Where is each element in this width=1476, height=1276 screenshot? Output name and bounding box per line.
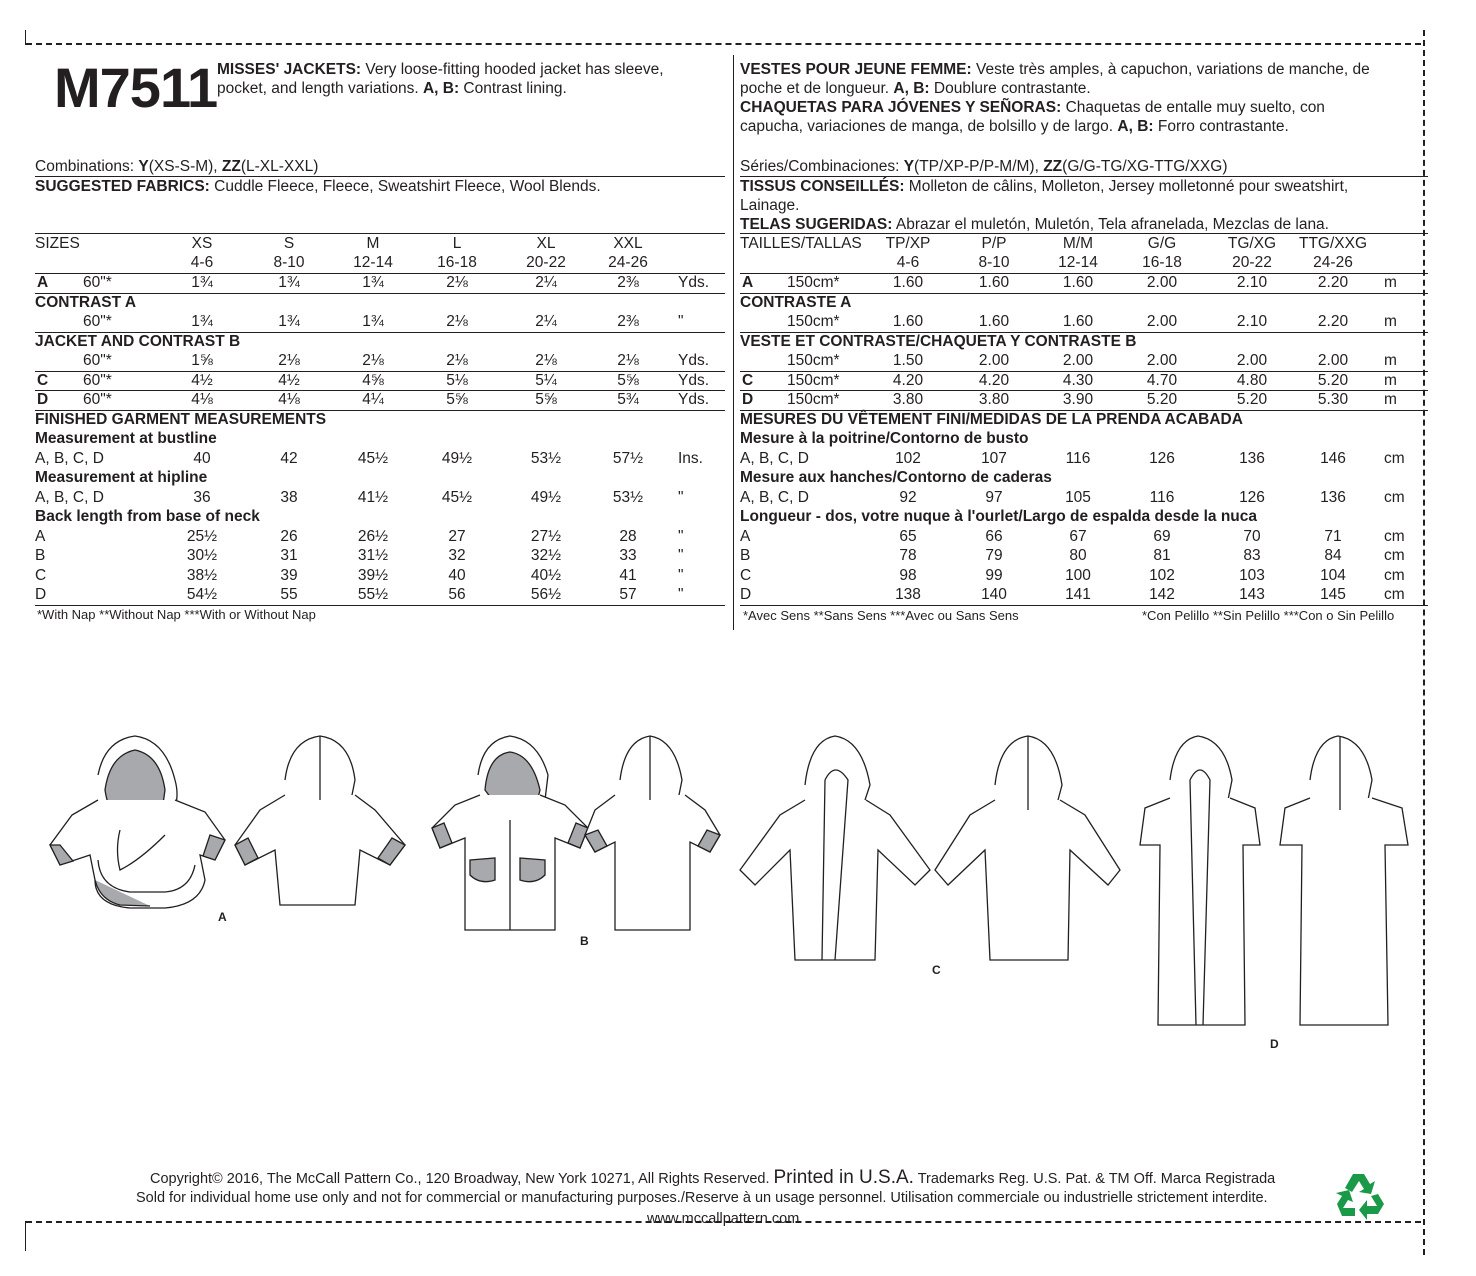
value-cell: 5¼	[535, 371, 557, 389]
value-cell: 30½	[186, 547, 218, 564]
comb-zz-fr: ZZ	[1043, 158, 1063, 175]
view-b-label: B	[580, 934, 589, 948]
sizes-label-fr: TAILLES/TALLAS	[740, 235, 862, 252]
view-letter: B	[35, 547, 46, 564]
view-letter: A	[742, 274, 754, 291]
value-cell: 2.00	[1146, 352, 1178, 369]
comb-y: Y	[138, 158, 149, 175]
value-cell: 54½	[186, 586, 218, 603]
unit: cm	[1384, 586, 1405, 603]
english-desc-line1: Very loose-fitting hooded jacket has sleeve,	[361, 61, 664, 78]
value-cell: 103	[1239, 566, 1265, 584]
spanish-desc-line2: capucha, variaciones de manga, de bolsillo y de largo.	[740, 118, 1118, 135]
value-cell: 2⅛	[446, 274, 468, 291]
value-cell: 136	[1320, 488, 1346, 506]
comb-zz: ZZ	[221, 158, 241, 175]
spanish-nap-note: *Con Pelillo **Sin Pelillo ***Con o Sin Pelillo	[1142, 608, 1395, 623]
size-code: XS	[191, 235, 213, 252]
unit: cm	[1384, 566, 1405, 584]
value-cell: 145	[1320, 586, 1346, 603]
value-cell: 138	[895, 586, 921, 603]
value-cell: 53½	[612, 488, 644, 506]
value-cell: 4½	[191, 371, 213, 389]
value-cell: 136	[1239, 449, 1265, 467]
sizes-label: SIZES	[35, 235, 80, 252]
value-cell: 25½	[186, 527, 218, 545]
unit: m	[1384, 391, 1397, 408]
value-cell: 4.20	[978, 371, 1010, 389]
comb-y-sizes: (XS-S-M),	[148, 158, 222, 175]
subsection-label: Measurement at bustline	[35, 430, 217, 447]
printed-in-usa: Printed in U.S.A.	[773, 1167, 914, 1188]
value-cell: 102	[1149, 566, 1175, 584]
value-cell: 1¾	[278, 274, 300, 291]
value-cell: 1.60	[892, 274, 924, 291]
view-a-label: A	[218, 910, 227, 924]
view-d-front-drawing	[1140, 736, 1279, 1051]
pattern-number: M7511	[54, 56, 218, 119]
value-cell: 1¾	[191, 313, 213, 330]
value-cell: 57	[619, 586, 637, 603]
comb-y-sizes-fr: (TP/XP-P/P-M/M),	[914, 158, 1044, 175]
size-number: 4-6	[190, 254, 214, 271]
value-cell: 66	[985, 527, 1003, 545]
view-letter: C	[742, 371, 754, 389]
size-code: XL	[536, 235, 556, 252]
value-cell: 2.00	[1317, 352, 1349, 369]
size-number-fr: 12-14	[1058, 254, 1098, 271]
view-a-front-drawing	[50, 736, 227, 924]
views: A, B, C, D	[35, 488, 104, 506]
size-code: S	[283, 235, 295, 252]
spanish-desc-line1: Chaquetas de entalle muy suelto, con	[1061, 99, 1325, 116]
views: A, B, C, D	[740, 449, 809, 467]
value-cell: 4⅛	[278, 391, 300, 408]
subsection-label: Back length from base of neck	[35, 508, 260, 525]
copyright-text: Copyright© 2016, The McCall Pattern Co., 120 Broadway, New York 10271, All Rights Reserved.	[150, 1171, 774, 1187]
value-cell: 1.50	[892, 352, 924, 369]
value-cell: 57½	[612, 449, 644, 467]
size-code: XXL	[613, 235, 643, 252]
unit: "	[678, 547, 684, 564]
left-edge-line-bottom	[25, 1221, 26, 1251]
tissus-list: Molleton de câlins, Molleton, Jersey molletonné pour sweatshirt,	[904, 178, 1349, 195]
value-cell: 100	[1065, 566, 1091, 584]
view-letter: D	[35, 586, 47, 603]
value-cell: 32	[448, 547, 466, 564]
fabrics-label: SUGGESTED FABRICS:	[35, 178, 210, 195]
value-cell: 4⅝	[362, 371, 384, 389]
views: A, B, C, D	[35, 449, 104, 467]
spanish-lining-text: Forro contrastante.	[1153, 118, 1289, 135]
value-cell: 1⅝	[191, 352, 213, 369]
unit: Yds.	[678, 352, 710, 369]
comb-label-fr: Séries/Combinaciones:	[740, 158, 904, 175]
view-letter: C	[37, 371, 49, 389]
value-cell: 2.00	[978, 352, 1010, 369]
size-number-fr: 24-26	[1313, 254, 1353, 271]
value-cell: 3.80	[892, 391, 924, 408]
value-cell: 1.60	[1062, 274, 1094, 291]
value-cell: 1.60	[1062, 313, 1094, 330]
french-lining-text: Doublure contrastante.	[929, 80, 1091, 97]
view-d-back-drawing	[1280, 736, 1408, 1025]
value-cell: 4.70	[1146, 371, 1178, 389]
value-cell: 39½	[357, 566, 389, 584]
fabric-width: 60"*	[83, 391, 112, 408]
unit: "	[678, 566, 684, 584]
size-number: 12-14	[353, 254, 393, 271]
value-cell: 104	[1320, 566, 1346, 584]
value-cell: 2⅛	[446, 313, 468, 330]
value-cell: 5⅝	[535, 391, 557, 408]
unit: cm	[1384, 488, 1405, 506]
value-cell: 42	[280, 449, 298, 467]
view-b-back-drawing	[585, 736, 720, 930]
value-cell: 99	[985, 566, 1003, 584]
value-cell: 38	[280, 488, 298, 506]
value-cell: 41	[619, 566, 637, 584]
view-letter: D	[742, 391, 754, 408]
size-code-fr: TTG/XXG	[1298, 235, 1368, 252]
telas-label: TELAS SUGERIDAS:	[740, 216, 893, 233]
unit: "	[678, 313, 684, 330]
value-cell: 4¼	[362, 391, 384, 408]
value-cell: 2⅛	[278, 352, 300, 369]
value-cell: 105	[1065, 488, 1091, 506]
fabric-width: 150cm*	[787, 352, 840, 369]
french-desc-line2: poche et de longueur.	[740, 80, 894, 97]
value-cell: 140	[981, 586, 1007, 603]
value-cell: 56½	[530, 586, 562, 603]
view-letter: D	[740, 586, 752, 603]
unit: Yds.	[678, 371, 710, 389]
trademark-text: Trademarks Reg. U.S. Pat. & TM Off. Marca Registrada	[913, 1171, 1276, 1187]
english-lining-text: Contrast lining.	[459, 80, 567, 97]
size-number-fr: 20-22	[1232, 254, 1272, 271]
value-cell: 1¾	[278, 313, 300, 330]
value-cell: 70	[1243, 527, 1261, 545]
size-number: 8-10	[273, 254, 305, 271]
comb-y-fr: Y	[903, 158, 915, 175]
website-url: www.mccallpattern.com	[647, 1211, 800, 1227]
value-cell: 2⅜	[617, 274, 639, 291]
value-cell: 92	[899, 488, 917, 506]
value-cell: 2¼	[535, 313, 557, 330]
value-cell: 2¼	[535, 274, 557, 291]
value-cell: 40½	[530, 566, 562, 584]
view-a-back-drawing	[235, 736, 405, 905]
value-cell: 26	[280, 527, 298, 545]
value-cell: 4.20	[892, 371, 924, 389]
size-number-fr: 4-6	[896, 254, 920, 271]
size-number: 20-22	[526, 254, 566, 271]
english-views-ab: A, B:	[422, 80, 460, 97]
french-desc-line1: Veste très amples, à capuchon, variations de manche, de	[971, 61, 1370, 78]
value-cell: 2⅛	[446, 352, 468, 369]
view-c-front-drawing	[740, 736, 941, 977]
value-cell: 5.20	[1146, 391, 1178, 408]
comb-zz-sizes-fr: (G/G-TG/XG-TTG/XXG)	[1062, 158, 1228, 175]
value-cell: 107	[981, 449, 1007, 467]
size-number: 16-18	[437, 254, 477, 271]
size-number-fr: 8-10	[978, 254, 1010, 271]
value-cell: 31½	[357, 547, 389, 564]
value-cell: 102	[895, 449, 921, 467]
value-cell: 31	[280, 547, 298, 564]
view-c-back-drawing	[935, 736, 1120, 960]
section-label: JACKET AND CONTRAST B	[35, 332, 241, 350]
spanish-title: CHAQUETAS PARA JÓVENES Y SEÑORAS:	[740, 99, 1062, 116]
value-cell: 81	[1153, 547, 1171, 564]
french-title: VESTES POUR JEUNE FEMME:	[740, 61, 972, 78]
size-code-fr: TP/XP	[885, 235, 931, 252]
value-cell: 45½	[357, 449, 389, 467]
telas-list: Abrazar el muletón, Muletón, Tela afranelada, Mezclas de lana.	[892, 216, 1329, 233]
view-d-label: D	[1270, 1037, 1279, 1051]
tissus-label: TISSUS CONSEILLÉS:	[740, 178, 905, 195]
tissus-list-line2: Lainage.	[740, 197, 800, 214]
unit: "	[678, 586, 684, 603]
value-cell: 49½	[530, 488, 562, 506]
fabric-width: 60"*	[83, 313, 112, 330]
value-cell: 84	[1324, 547, 1342, 564]
value-cell: 1.60	[978, 313, 1010, 330]
value-cell: 4⅛	[191, 391, 213, 408]
value-cell: 38½	[186, 566, 218, 584]
value-cell: 80	[1069, 547, 1087, 564]
section-label: MESURES DU VÊTEMENT FINI/MEDIDAS DE LA PRENDA ACABADA	[740, 410, 1243, 428]
value-cell: 69	[1153, 527, 1171, 545]
fabric-width: 150cm*	[787, 313, 840, 330]
value-cell: 1¾	[362, 274, 384, 291]
value-cell: 5⅝	[617, 371, 639, 389]
french-views-ab: A, B:	[893, 80, 930, 97]
value-cell: 1¾	[191, 274, 213, 291]
section-label: CONTRAST A	[35, 293, 137, 311]
unit: "	[678, 488, 684, 506]
unit: m	[1384, 313, 1397, 330]
value-cell: 141	[1065, 586, 1091, 603]
value-cell: 146	[1320, 449, 1346, 467]
unit: m	[1384, 274, 1397, 291]
value-cell: 67	[1069, 527, 1087, 545]
value-cell: 2.00	[1236, 352, 1268, 369]
fabric-width: 150cm*	[787, 371, 840, 389]
value-cell: 27	[448, 527, 466, 545]
value-cell: 2⅜	[617, 313, 639, 330]
value-cell: 5⅝	[446, 391, 468, 408]
unit: m	[1384, 371, 1397, 389]
value-cell: 4.80	[1236, 371, 1268, 389]
english-title: MISSES' JACKETS:	[217, 61, 362, 78]
view-letter: C	[35, 566, 47, 584]
value-cell: 1.60	[892, 313, 924, 330]
value-cell: 45½	[441, 488, 473, 506]
size-number: 24-26	[608, 254, 648, 271]
fabric-width: 60"*	[83, 274, 112, 291]
value-cell: 126	[1239, 488, 1265, 506]
value-cell: 2.00	[1146, 313, 1178, 330]
value-cell: 27½	[530, 527, 562, 545]
value-cell: 65	[899, 527, 917, 545]
value-cell: 2.20	[1317, 274, 1349, 291]
view-letter: A	[37, 274, 49, 291]
value-cell: 79	[985, 547, 1003, 564]
value-cell: 40	[193, 449, 211, 467]
usage-notice: Sold for individual home use only and not for commercial or manufacturing purposes./Reserve à un usage personnel. Utilisation commerciale ou industrielle strictement interdite.	[136, 1190, 1268, 1206]
value-cell: 55	[280, 586, 298, 603]
fabrics-list: Cuddle Fleece, Fleece, Sweatshirt Fleece, Wool Blends.	[209, 178, 601, 195]
value-cell: 5¾	[617, 391, 639, 408]
view-letter: D	[37, 391, 49, 408]
value-cell: 78	[899, 547, 917, 564]
view-b-front-drawing	[432, 736, 589, 948]
value-cell: 5.20	[1317, 371, 1349, 389]
value-cell: 142	[1149, 586, 1175, 603]
value-cell: 36	[193, 488, 211, 506]
value-cell: 39	[280, 566, 298, 584]
unit: "	[678, 527, 684, 545]
subsection-label: Longueur - dos, votre nuque à l'ourlet/Largo de espalda desde la nuca	[740, 508, 1257, 525]
size-code-fr: M/M	[1062, 235, 1094, 252]
english-nap-note: *With Nap **Without Nap ***With or Without Nap	[37, 607, 316, 622]
subsection-label: Mesure à la poitrine/Contorno de busto	[740, 430, 1029, 447]
unit: Ins.	[678, 449, 703, 467]
section-label: CONTRASTE A	[740, 293, 852, 311]
fabric-width: 60"*	[83, 352, 112, 369]
comb-zz-sizes: (L-XL-XXL)	[240, 158, 319, 175]
value-cell: 40	[448, 566, 466, 584]
value-cell: 41½	[357, 488, 389, 506]
value-cell: 2⅛	[362, 352, 384, 369]
value-cell: 53½	[530, 449, 562, 467]
view-letter: A	[740, 527, 751, 545]
english-desc-line2: pocket, and length variations.	[217, 80, 423, 97]
value-cell: 126	[1149, 449, 1175, 467]
unit: m	[1384, 352, 1397, 369]
copyright-line	[150, 1167, 1275, 1189]
fabric-width: 150cm*	[787, 391, 840, 408]
unit: cm	[1384, 547, 1405, 564]
unit: Yds.	[678, 274, 710, 291]
value-cell: 49½	[441, 449, 473, 467]
value-cell: 2.10	[1236, 274, 1268, 291]
section-label: FINISHED GARMENT MEASUREMENTS	[35, 410, 327, 428]
view-letter: B	[740, 547, 751, 564]
value-cell: 5⅛	[446, 371, 468, 389]
value-cell: 32½	[530, 547, 562, 564]
view-letter: C	[740, 566, 752, 584]
value-cell: 143	[1239, 586, 1265, 603]
size-code-fr: TG/XG	[1227, 235, 1277, 252]
size-code-fr: P/P	[981, 235, 1007, 252]
value-cell: 33	[619, 547, 637, 564]
value-cell: 56	[448, 586, 466, 603]
size-number-fr: 16-18	[1142, 254, 1182, 271]
unit: cm	[1384, 449, 1405, 467]
size-code-fr: G/G	[1147, 235, 1177, 252]
unit: cm	[1384, 527, 1405, 545]
recycle-icon	[1333, 1170, 1387, 1222]
fabric-width: 150cm*	[787, 274, 840, 291]
size-code: L	[452, 235, 462, 252]
value-cell: 3.90	[1062, 391, 1094, 408]
value-cell: 2.00	[1062, 352, 1094, 369]
value-cell: 1¾	[362, 313, 384, 330]
value-cell: 83	[1243, 547, 1261, 564]
views: A, B, C, D	[740, 488, 809, 506]
value-cell: 2.10	[1236, 313, 1268, 330]
subsection-label: Mesure aux hanches/Contorno de caderas	[740, 469, 1052, 486]
fabric-width: 60"*	[83, 371, 112, 389]
section-label: VESTE ET CONTRASTE/CHAQUETA Y CONTRASTE B	[740, 332, 1137, 350]
subsection-label: Measurement at hipline	[35, 469, 208, 486]
value-cell: 98	[899, 566, 917, 584]
value-cell: 5.20	[1236, 391, 1268, 408]
value-cell: 116	[1065, 449, 1091, 467]
value-cell: 2.20	[1317, 313, 1349, 330]
value-cell: 3.80	[978, 391, 1010, 408]
value-cell: 55½	[357, 586, 389, 603]
view-letter: A	[35, 527, 46, 545]
value-cell: 2⅛	[535, 352, 557, 369]
value-cell: 26½	[357, 527, 389, 545]
size-code: M	[366, 235, 380, 252]
value-cell: 2⅛	[617, 352, 639, 369]
value-cell: 4½	[278, 371, 300, 389]
value-cell: 71	[1324, 527, 1342, 545]
value-cell: 116	[1149, 488, 1175, 506]
value-cell: 5.30	[1317, 391, 1349, 408]
comb-label: Combinations:	[35, 158, 139, 175]
spanish-views-ab: A, B:	[1117, 118, 1154, 135]
french-nap-note: *Avec Sens **Sans Sens ***Avec ou Sans Sens	[743, 608, 1019, 623]
value-cell: 1.60	[978, 274, 1010, 291]
unit: Yds.	[678, 391, 710, 408]
value-cell: 28	[619, 527, 637, 545]
value-cell: 97	[985, 488, 1003, 506]
view-c-label: C	[932, 963, 941, 977]
value-cell: 2.00	[1146, 274, 1178, 291]
value-cell: 4.30	[1062, 371, 1094, 389]
